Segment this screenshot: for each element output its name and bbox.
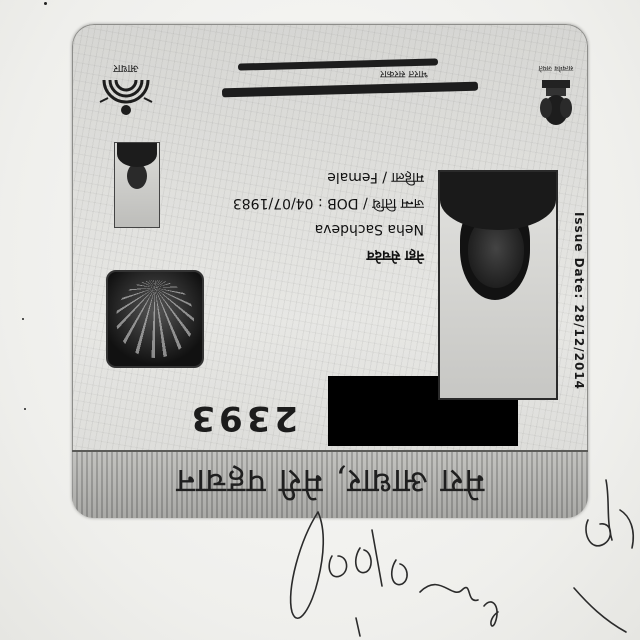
emblem-caption: सत्यमेव जयते (538, 64, 574, 72)
card-footer-band (72, 450, 588, 518)
header-govt-text: भारत सरकार (380, 68, 428, 79)
holder-name: Neha Sachdeva (314, 221, 424, 237)
emblem-graphic (534, 72, 578, 132)
ghost-photo-shoulders (117, 142, 157, 167)
national-emblem-icon (534, 62, 578, 132)
hologram-rays (116, 280, 194, 358)
ghost-photo (114, 142, 160, 228)
photo-shoulders (440, 170, 556, 230)
holder-dob: जन्म तिथि / DOB : 04/07/1983 (232, 195, 424, 211)
aadhaar-number-visible: 2393 (187, 398, 298, 438)
aadhaar-card (72, 24, 588, 518)
holder-name-hindi: नेहा सेचदेव (366, 247, 424, 263)
issue-date: Issue Date: 28/12/2014 (571, 211, 586, 391)
holder-details (204, 164, 424, 268)
footer-slogan: मेरा आधार, मेरी पहचान (175, 461, 485, 501)
aadhaar-logo-icon (94, 52, 158, 122)
holder-photo (438, 170, 558, 400)
aadhaar-logo-caption: आधार (113, 62, 139, 75)
holder-gender: महिला / Female (327, 169, 424, 185)
hologram-icon (106, 270, 204, 368)
aadhaar-logo-graphic (94, 76, 158, 122)
header-redaction-line (222, 82, 478, 98)
